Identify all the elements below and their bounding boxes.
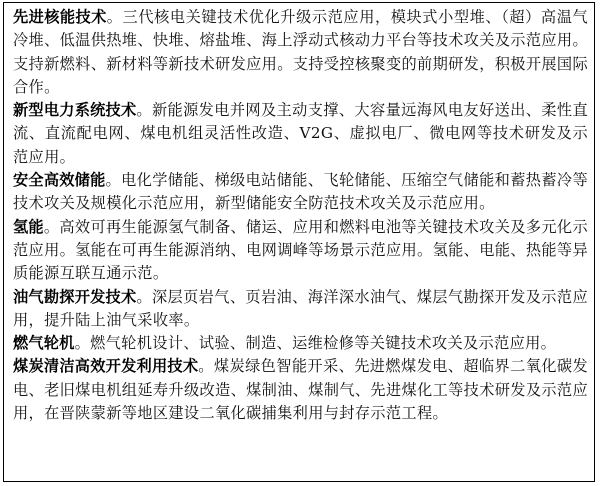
text-box bbox=[3, 2, 595, 482]
text-clean-coal: 。煤炭绿色智能开采、先进燃煤发电、超临界二氧化碳发电、老旧煤电机组延寿升级改造、煤制油、煤制气、先进煤化工等技术研发及示范应用，在晋陕蒙新等地区建设二氧化碳捕集利用与封存示范工程。 bbox=[13, 357, 589, 423]
text-new-power-system: 。新能源发电并网及主动支撑、大容量远海风电友好送出、柔性直流、直流配电网、煤电机组灵活性改造、V2G、虚拟电厂、微电网等技术研发及示范应用。 bbox=[13, 101, 588, 166]
text-hydrogen: 。高效可再生能源氢气制备、储运、应用和燃料电池等关键技术攻关及多元化示范应用。氢能在可再生能源消纳、电网调峰等场景示范应用。氢能、电能、热能等异质能源互联互通示范。 bbox=[13, 217, 589, 283]
text-energy-storage: 。电化学储能、梯级电站储能、飞轮储能、压缩空气储能和蓄热蓄冷等技术攻关及规模化示范应用，新型储能安全防范技术攻关及示范应用。 bbox=[13, 171, 588, 213]
text-oil-gas: 。深层页岩气、页岩油、海洋深水油气、煤层气勘探开发及示范应用，提升陆上油气采收率。 bbox=[13, 287, 588, 329]
term-advanced-nuclear: 先进核能技术 bbox=[13, 8, 107, 26]
term-hydrogen: 氢能 bbox=[13, 217, 44, 236]
paragraph-oil-gas bbox=[13, 286, 588, 333]
paragraph-hydrogen bbox=[13, 216, 588, 286]
paragraph-gas-turbine bbox=[13, 332, 588, 355]
term-oil-gas: 油气勘探开发技术 bbox=[13, 287, 137, 306]
term-energy-storage: 安全高效储能 bbox=[13, 171, 106, 190]
text-advanced-nuclear: 。三代核电关键技术优化升级示范应用，模块式小型堆、（超）高温气冷堆、低温供热堆、快堆、熔盐堆、海上浮动式核动力平台等技术攻关及示范应用。支持新燃料、新材料等新技术研发应用。支持受控核聚变的前期研发，积极开展国际合作。 bbox=[13, 8, 589, 96]
paragraph-new-power-system bbox=[13, 99, 588, 169]
term-gas-turbine: 燃气轮机 bbox=[13, 334, 75, 353]
text-gas-turbine: 。燃气轮机设计、试验、制造、运维检修等关键技术攻关及示范应用。 bbox=[74, 334, 557, 353]
paragraph-advanced-nuclear bbox=[13, 6, 588, 99]
term-clean-coal: 煤炭清洁高效开发利用技术 bbox=[13, 357, 199, 376]
paragraph-energy-storage bbox=[13, 169, 588, 216]
paragraph-clean-coal bbox=[13, 355, 588, 425]
term-new-power-system: 新型电力系统技术 bbox=[13, 101, 137, 120]
